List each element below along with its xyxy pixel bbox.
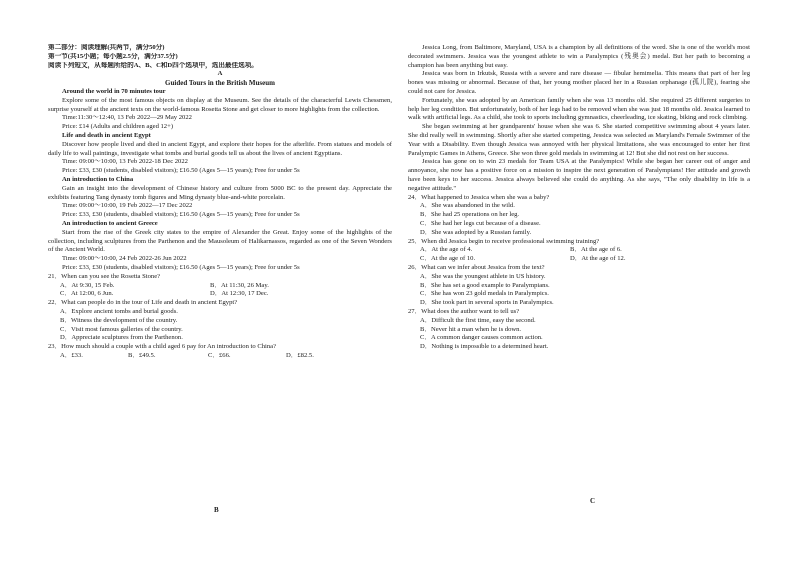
- left-column: [48, 44, 392, 361]
- tour-body-greece: Start from the rise of the Greek city states to the empire of Alexander the Great. Enjoy some of the highlights of the collection, including sculptures from the Parthenon and the Mausoleum of Halikarnassos, regarded as one of the Seven Wonders of the Ancient World.: [48, 228, 392, 254]
- question-27-option-b[interactable]: B．Never hit a man when he is down.: [420, 325, 522, 333]
- question-23-options: [48, 352, 392, 361]
- right-column: [408, 44, 750, 352]
- tour-body-world: Explore some of the most famous objects on display at the Museum. See the details of the characterful Lewis Chessmen, surprise yourself at the ancient texts on the world-famous Rosetta Stone and get closer to more highlights from the collection.: [48, 96, 392, 113]
- question-24-option-c[interactable]: C．She had her legs cut because of a disease.: [420, 219, 541, 227]
- question-21-options-row1: [48, 282, 392, 291]
- passage-title: Guided Tours in the British Museum: [165, 79, 275, 88]
- question-23-option-b[interactable]: B．£49.5.: [128, 351, 156, 359]
- question-26-option-a[interactable]: A．She was the youngest athlete in US history.: [420, 272, 546, 280]
- question-21-option-d[interactable]: D．At 12:30, 17 Dec.: [210, 290, 269, 298]
- tour-heading-china: An introduction to China: [62, 175, 134, 183]
- tour-heading-greece: An introduction to ancient Greece: [62, 219, 158, 227]
- question-21-option-c[interactable]: C．At 12:00, 6 Jun.: [60, 290, 114, 298]
- tour-price-greece: Price: £33, £30 (students, disabled visitors); £16.50 (Ages 5—15 years); Free for under 5s: [62, 263, 300, 271]
- question-25-stem: 25．When did Jessica begin to receive professional swimming training?: [408, 237, 600, 245]
- tour-price-china: Price: £33, £30 (students, disabled visitors); £16.50 (Ages 5—15 years); Free for under 5s: [62, 211, 300, 219]
- question-25-option-d[interactable]: D．At the age of 12.: [570, 255, 626, 263]
- question-25-options-row1: [408, 246, 750, 255]
- question-23-option-c[interactable]: C．£66.: [208, 351, 231, 359]
- question-27-option-c[interactable]: C．A common danger causes common action.: [420, 334, 543, 342]
- tour-body-china: Gain an insight into the development of Chinese history and culture from 5000 BC to the present day. Appreciate the exhibits featuring Tang dynasty tomb figures and Ming dynasty blue-and-white porcelain.: [48, 184, 392, 201]
- question-22-option-d[interactable]: D．Appreciate sculptures from the Parthenon.: [60, 334, 183, 342]
- question-21-option-a[interactable]: A．At 9:30, 15 Feb.: [60, 281, 115, 289]
- question-23-option-a[interactable]: A．£33.: [60, 351, 83, 359]
- question-26-option-d[interactable]: D．She took part in several sports in Paralympics.: [420, 299, 554, 307]
- tour-heading-egypt: Life and death in ancient Egypt: [62, 131, 151, 139]
- question-22-option-c[interactable]: C．Visit most famous galleries of the country.: [60, 325, 183, 333]
- question-26-stem: 26．What can we infer about Jessica from the text?: [408, 263, 545, 271]
- passage-b-paragraph-2: Jessica was born in Irkutsk, Russia with a severe and rare disease — fibular hemimelia. This means that part of her leg bones was missing or abnormal. Because of that, her young mother placed her in a Russian orphanage (孤儿院), fearing she could not care for Jessica.: [408, 70, 750, 95]
- tour-body-egypt: Discover how people lived and died in ancient Egypt, and explore their hopes for the afterlife. From statues and models of daily life to wall paintings, investigate what tombs and burial goods tell us about the lives of ancient Egyptians.: [48, 140, 392, 157]
- passage-b-paragraph-1: Jessica Long, from Baltimore, Maryland, USA is a champion by all definitions of the word. She is one of the world's most decorated swimmers. Jessica was the youngest athlete to win a Paralympics (残奥会) medal. But her path to becoming a champion has been anything but easy.: [408, 44, 750, 69]
- question-24-stem: 24．What happened to Jessica when she was a baby?: [408, 193, 550, 201]
- tour-time-greece: Time: 09:00～10:00, 24 Feb 2022-26 Jun 2022: [62, 255, 187, 263]
- question-27-stem: 27．What does the author want to tell us?: [408, 307, 520, 315]
- question-27-option-a[interactable]: A．Difficult the first time, easy the second.: [420, 316, 536, 324]
- question-23-stem: 23．How much should a couple with a child aged 6 pay for An introduction to China?: [48, 343, 276, 351]
- part-heading: 第二部分：阅读理解(共两节，满分50分): [48, 44, 165, 51]
- question-25-option-c[interactable]: C．At the age of 10.: [420, 255, 476, 263]
- passage-letter-c: C: [590, 497, 596, 505]
- question-21-options-row2: [48, 290, 392, 299]
- passage-b-paragraph-4: She began swimming at her grandparents' house when she was 6. She started competitive swimming about 4 years later. She did really well in swimming. Shortly after she started competing, Jessica was selected as Maryland's Female Swimmer of the Year with a Disability. Even though Jessica was annoyed with her physical limitations, she was encouraged to enter her first Paralympic Games in Athens, Greece. She won three gold medals in swimming at 12! But she did not rest on her success.: [408, 123, 750, 157]
- passage-letter-a: A: [217, 70, 223, 78]
- tour-time-egypt: Time: 09:00～10:00, 13 Feb 2022-18 Dec 2022: [62, 158, 188, 166]
- question-21-option-b[interactable]: B．At 11:30, 26 May.: [210, 281, 269, 289]
- question-22-stem: 22．What can people do in the tour of Life and death in ancient Egypt?: [48, 299, 238, 307]
- question-27-option-d[interactable]: D．Nothing is impossible to a determined heart.: [420, 343, 549, 351]
- question-22-option-b[interactable]: B．Witness the development of the country.: [60, 316, 178, 324]
- passage-letter-b: B: [214, 506, 219, 514]
- question-21-stem: 21．When can you see the Rosetta Stone?: [48, 272, 161, 280]
- question-22-option-a[interactable]: A．Explore ancient tombs and burial goods.: [60, 307, 178, 315]
- question-24-option-a[interactable]: A．She was abandoned in the wild.: [420, 202, 515, 210]
- section-heading: 第一节(共15小题；每小题2.5分，满分37.5分): [48, 52, 178, 60]
- question-23-option-d[interactable]: D．£82.5.: [286, 351, 314, 359]
- question-25-options-row2: [408, 255, 750, 264]
- question-24-option-b[interactable]: B．She had 25 operations on her leg.: [420, 211, 520, 219]
- instruction-text: 阅读下列短文，从每题所给的A、B、C和D四个选项中，选出最佳选项。: [48, 61, 258, 69]
- question-25-option-b[interactable]: B．At the age of 6.: [570, 246, 622, 254]
- passage-b-paragraph-5: Jessica has gone on to win 23 medals for Team USA at the Paralympics! While she began her career out of anger and annoyance, she now has a positive force on a mission to inspire the next generation of Paralympians! Her attitude and growth have been keys to her success. Jessica always believed she could do anything. As she says, "The only disability in life is a negative attitude.": [408, 158, 750, 192]
- tour-time-china: Time: 09:00～10:00, 19 Feb 2022—17 Dec 2022: [62, 202, 193, 210]
- tour-time-world: Time:11:30～12:40, 13 Feb 2022—29 May 2022: [62, 114, 192, 122]
- question-26-option-c[interactable]: C．She has won 23 gold medals in Paralympics.: [420, 290, 549, 298]
- tour-price-egypt: Price: £33, £30 (students, disabled visitors); £16.50 (Ages 5—15 years); Free for under 5s: [62, 167, 300, 175]
- question-25-option-a[interactable]: A．At the age of 4.: [420, 246, 473, 254]
- passage-b-paragraph-3: Fortunately, she was adopted by an American family when she was 13 months old. She required 25 different surgeries to help her leg condition. But unfortunately, both of her legs had to be removed when she was just 18 months old. Jessica learned to walk with artificial legs. As a child, she took to sports including gymnastics, cheerleading, ice skating, biking and rock climbing.: [408, 96, 750, 122]
- tour-heading-world: Around the world in 70 minutes tour: [62, 87, 166, 95]
- tour-price-world: Price: £14 (Adults and children aged 12+): [62, 123, 174, 131]
- question-26-option-b[interactable]: B．She has set a good example to Paralympians.: [420, 281, 550, 289]
- question-24-option-d[interactable]: D．She was adopted by a Russian family.: [420, 228, 532, 236]
